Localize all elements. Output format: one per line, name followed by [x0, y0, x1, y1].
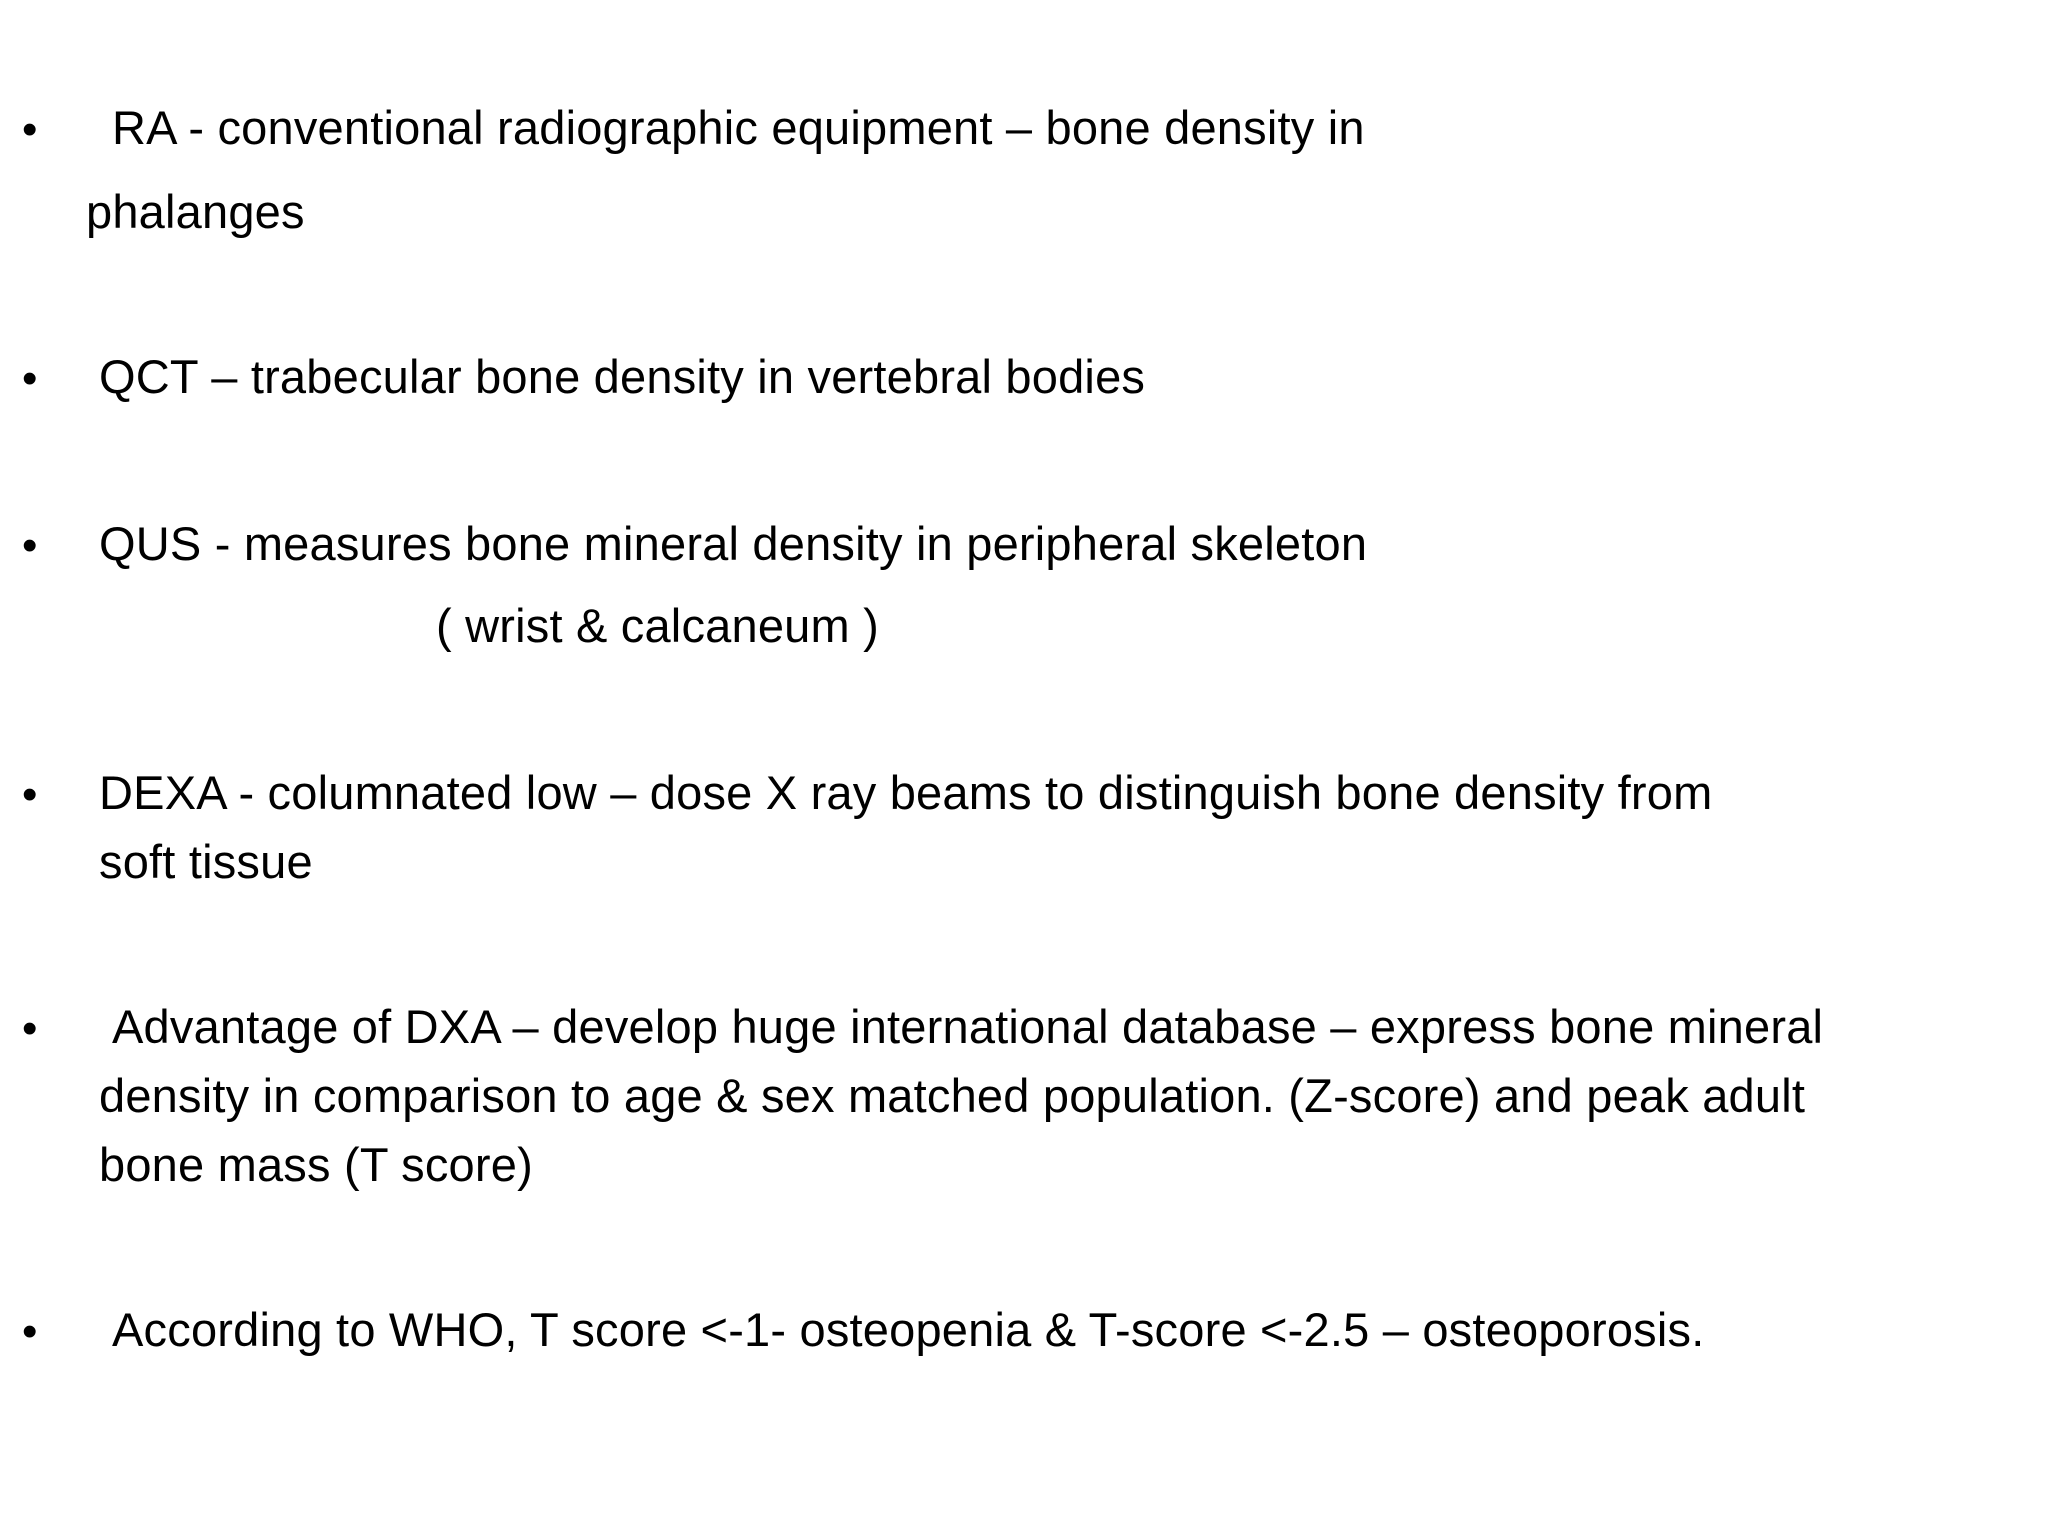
bullet-qus-line-1: QUS - measures bone mineral density in peripheral skeleton: [99, 517, 1368, 570]
bullet-advantage-line-1: Advantage of DXA – develop huge international database – express bone mineral: [112, 1000, 1824, 1053]
bullet-qct-line-1: QCT – trabecular bone density in vertebral bodies: [99, 350, 1146, 403]
bullet-ra-line-1: RA - conventional radiographic equipment – bone density in: [112, 101, 1365, 154]
bullet-advantage-line-2: density in comparison to age & sex matched population. (Z-score) and peak adult: [99, 1069, 1806, 1122]
bullet-dot: •: [22, 1307, 38, 1356]
bullet-qus-line-2: ( wrist & calcaneum ): [436, 599, 879, 652]
bullet-dot: •: [22, 521, 38, 570]
bullet-dot: •: [22, 354, 38, 403]
bullet-dexa-line-1: DEXA - columnated low – dose X ray beams to distinguish bone density from: [99, 766, 1713, 819]
bullet-dexa-line-2: soft tissue: [99, 835, 313, 888]
bullet-ra-line-2: phalanges: [86, 185, 305, 238]
bullet-dot: •: [22, 105, 38, 154]
bullet-advantage-line-3: bone mass (T score): [99, 1138, 533, 1191]
bullet-dot: •: [22, 1004, 38, 1053]
bullet-dot: •: [22, 770, 38, 819]
bullet-who-line-1: According to WHO, T score <-1- osteopenia & T-score <-2.5 – osteoporosis.: [112, 1303, 1705, 1356]
